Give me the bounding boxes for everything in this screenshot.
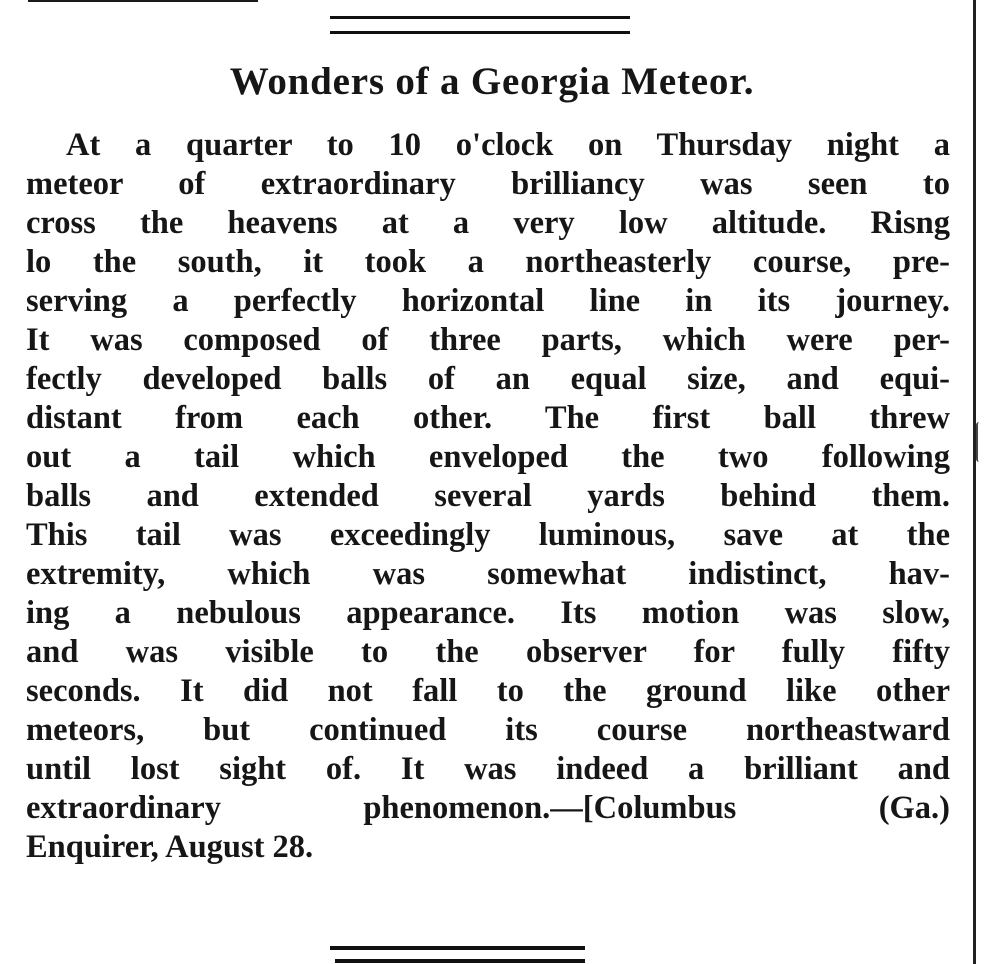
article-line: balls and extended several yards behind them. [26, 478, 950, 514]
article-line: extremity, which was somewhat indistinct, hav- [26, 556, 950, 592]
article-line: ing a nebulous appearance. Its motion was slow, [26, 595, 950, 631]
article-line: extraordinary phenomenon.—[Columbus (Ga.) [26, 790, 950, 826]
article-line: At a quarter to 10 o'clock on Thursday night a [66, 127, 950, 163]
headline: Wonders of a Georgia Meteor. [229, 60, 755, 103]
top-rule-lower [330, 31, 630, 34]
article-line: cross the heavens at a very low altitude. Risng [26, 205, 950, 241]
article-line: fectly developed balls of an equal size, and equi- [26, 361, 950, 397]
column-border [973, 0, 976, 964]
article-line: out a tail which enveloped the two following [26, 439, 950, 475]
article-line: This tail was exceedingly luminous, save at the [26, 517, 950, 553]
article-line: It was composed of three parts, which were per- [26, 322, 950, 358]
article-body [26, 126, 950, 867]
previous-article-fragment [28, 0, 258, 14]
article-line-source: Enquirer, August 28. [26, 829, 314, 865]
article-line: and was visible to the observer for fully fifty [26, 634, 950, 670]
article-line: serving a perfectly horizontal line in its journey. [26, 283, 950, 319]
top-rule-upper [330, 16, 630, 19]
article-line: lo the south, it took a northeasterly course, pre- [26, 244, 950, 280]
bottom-rule-upper [330, 946, 585, 950]
column-border-mark [976, 422, 984, 462]
article-line: meteor of extraordinary brilliancy was seen to [26, 166, 950, 202]
article-line: until lost sight of. It was indeed a brilliant and [26, 751, 950, 787]
article-line: distant from each other. The first ball threw [26, 400, 950, 436]
article-line: meteors, but continued its course northeastward [26, 712, 950, 748]
bottom-rule-lower [335, 959, 585, 963]
article-line: seconds. It did not fall to the ground like other [26, 673, 950, 709]
